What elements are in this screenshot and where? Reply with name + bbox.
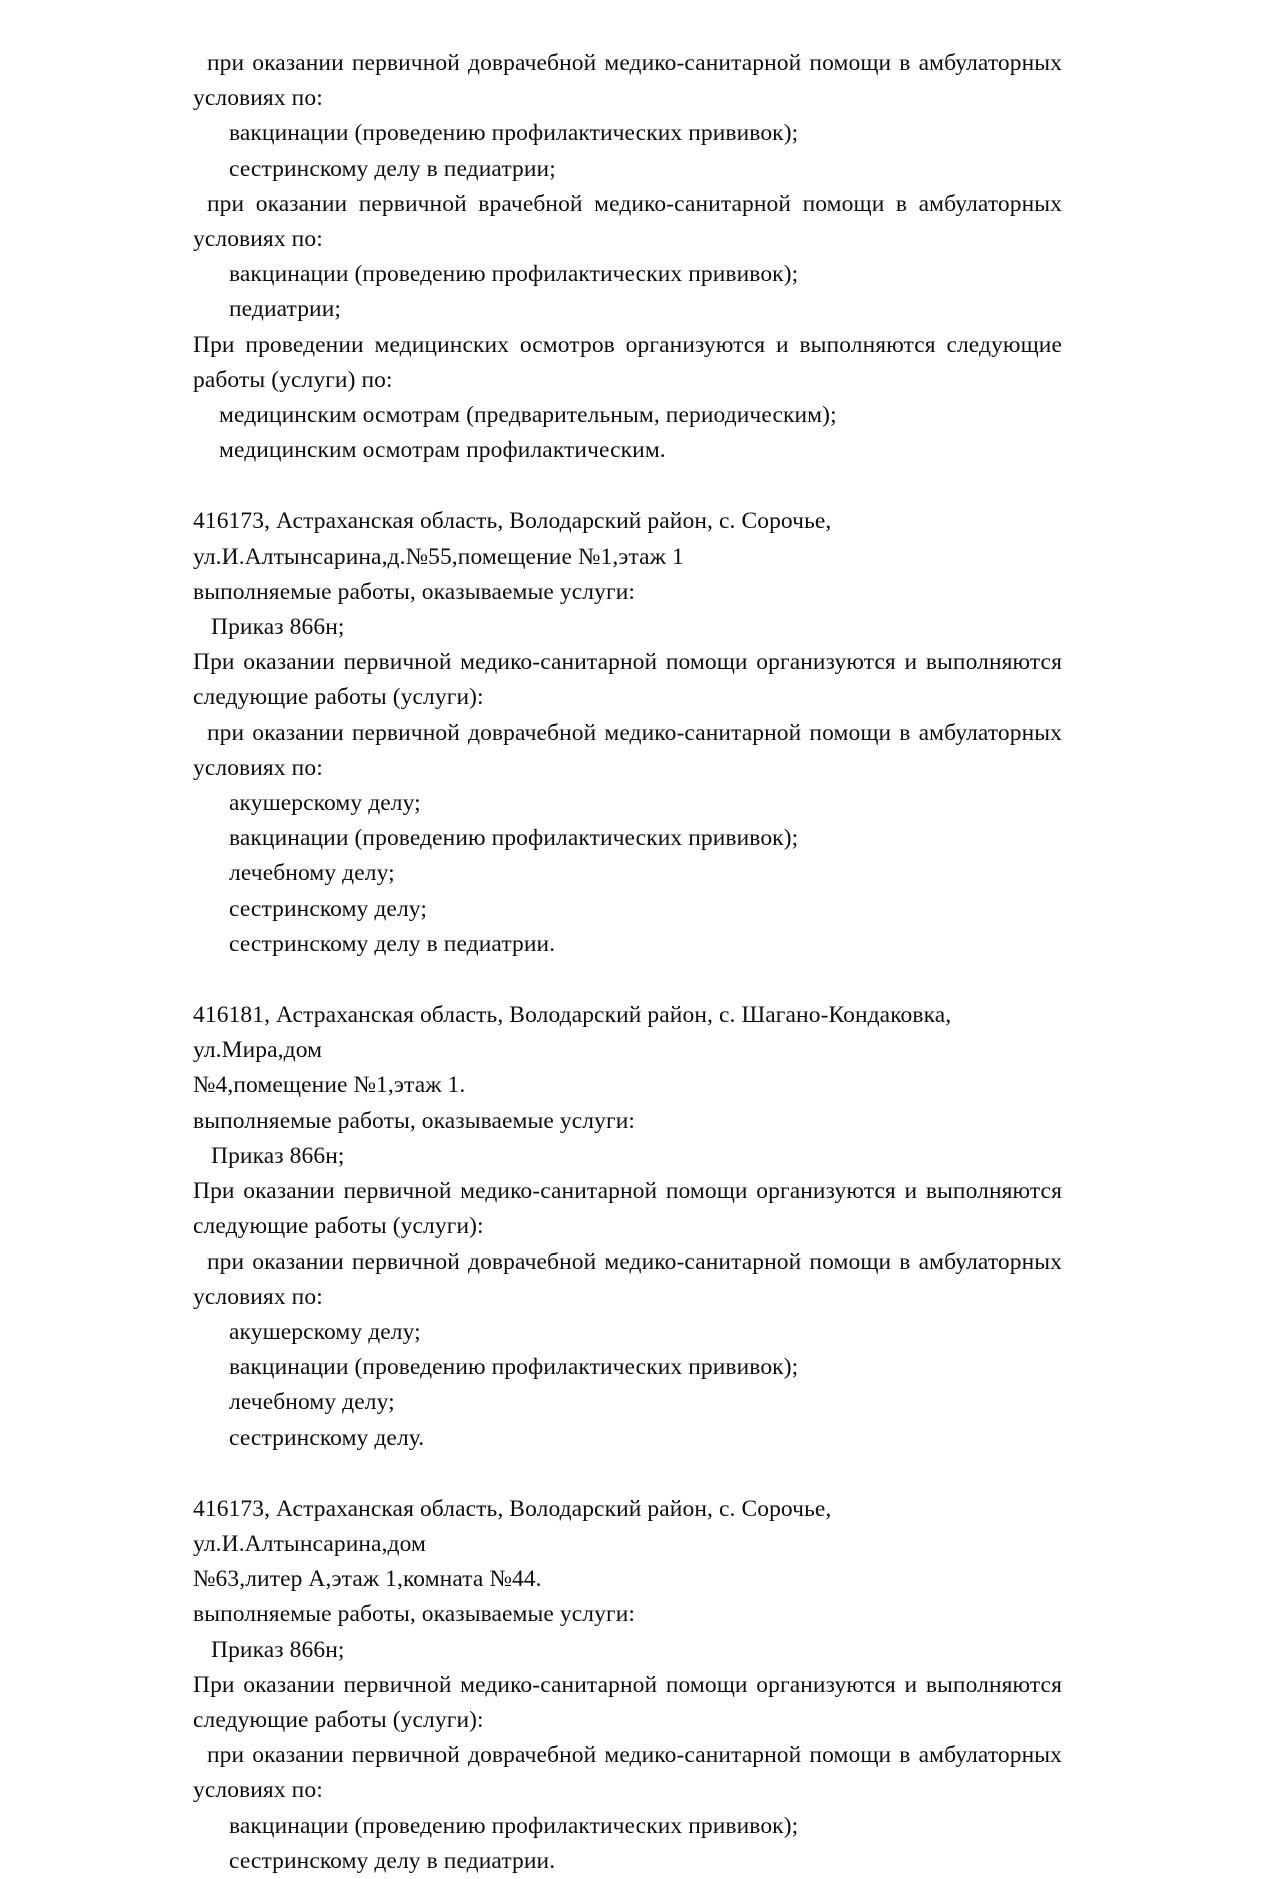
service-item: сестринскому делу. [229,1424,425,1451]
block-spacer [193,1456,1062,1492]
order-reference: Приказ 866н; [211,614,345,641]
address-line-1: 416173, Астраханская область, Володарский район, с. Сорочье, ул.И.Алтынсарина,дом [193,1495,832,1557]
service-item: вакцинации (проведению профилактических прививок); [229,1812,799,1839]
services-continuation-block [193,46,1062,468]
service-item: вакцинации (проведению профилактических прививок); [229,261,799,288]
service-item: акушерскому делу; [229,790,421,817]
medical-examinations-intro: При проведении медицинских осмотров организуются и выполняются следующие работы (услуги) по: [193,331,1062,393]
service-item: педиатрии; [229,296,342,323]
service-item: сестринскому делу в педиатрии; [229,155,556,182]
order-reference: Приказ 866н; [211,1636,345,1663]
document-body [193,46,1062,1879]
works-services-header: выполняемые работы, оказываемые услуги: [193,1601,636,1628]
address-block-sorochye-63 [193,1492,1062,1879]
service-item: лечебному делу; [229,860,395,887]
block-spacer [193,962,1062,998]
service-condition-predoctoral: при оказании первичной доврачебной медико-санитарной помощи в амбулаторных условиях по: [193,719,1062,781]
service-condition-predoctoral: при оказании первичной доврачебной медико-санитарной помощи в амбулаторных условиях по: [193,1248,1062,1310]
primary-care-intro: При оказании первичной медико-санитарной помощи организуются и выполняются следующие работы (услуги): [193,649,1062,711]
order-reference: Приказ 866н; [211,1142,345,1169]
service-item: сестринскому делу в педиатрии. [229,1847,556,1874]
address-line-2: ул.И.Алтынсарина,д.№55,помещение №1,этаж 1 [193,543,684,570]
service-condition-predoctoral: при оказании первичной доврачебной медико-санитарной помощи в амбулаторных условиях по: [193,50,1062,112]
address-line-1: 416173, Астраханская область, Володарский район, с. Сорочье, [193,508,832,535]
service-item: вакцинации (проведению профилактических прививок); [229,1354,799,1381]
address-line-2: №4,помещение №1,этаж 1. [193,1072,466,1099]
service-item: вакцинации (проведению профилактических прививок); [229,120,799,147]
service-condition-predoctoral: при оказании первичной доврачебной медико-санитарной помощи в амбулаторных условиях по: [193,1742,1062,1804]
service-item: сестринскому делу в педиатрии. [229,930,556,957]
primary-care-intro: При оказании первичной медико-санитарной помощи организуются и выполняются следующие работы (услуги): [193,1178,1062,1240]
address-line-1: 416181, Астраханская область, Володарский район, с. Шагано-Кондаковка, ул.Мира,дом [193,1002,952,1064]
service-item: вакцинации (проведению профилактических прививок); [229,825,799,852]
service-item: акушерскому делу; [229,1318,421,1345]
works-services-header: выполняемые работы, оказываемые услуги: [193,1107,636,1134]
address-line-2: №63,литер А,этаж 1,комната №44. [193,1566,542,1593]
works-services-header: выполняемые работы, оказываемые услуги: [193,578,636,605]
service-item: медицинским осмотрам профилактическим. [219,437,666,464]
service-item: медицинским осмотрам (предварительным, периодическим); [219,402,837,429]
primary-care-intro: При оказании первичной медико-санитарной помощи организуются и выполняются следующие работы (услуги): [193,1671,1062,1733]
address-block-sorochye-55 [193,504,1062,962]
address-block-shagano-kondakovka [193,998,1062,1456]
service-item: лечебному делу; [229,1389,395,1416]
service-condition-doctoral: при оказании первичной врачебной медико-санитарной помощи в амбулаторных условиях по: [193,190,1062,253]
block-spacer [193,468,1062,504]
service-item: сестринскому делу; [229,895,427,922]
